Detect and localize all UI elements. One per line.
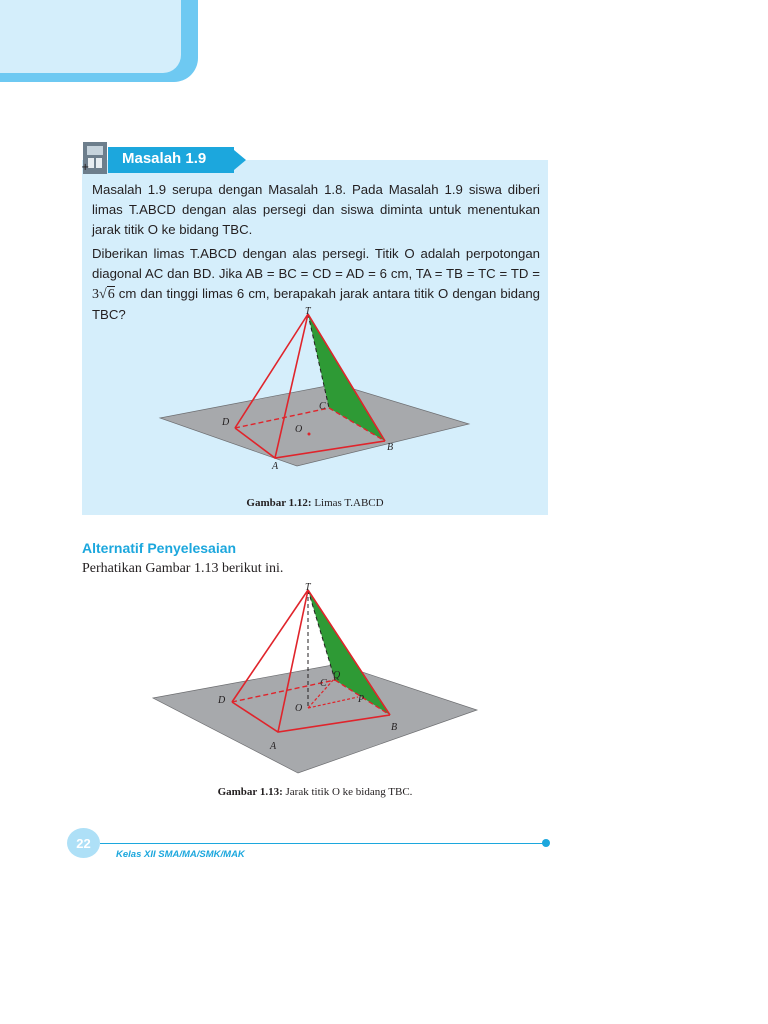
label-D: D: [222, 417, 230, 428]
base-plane-2: [153, 664, 477, 773]
label-A: A: [272, 461, 279, 472]
mascot-icon: [80, 140, 110, 176]
pyramid-figure-1: [155, 306, 475, 490]
label-T: T: [305, 306, 311, 317]
problem-paragraph-2-start: Diberikan limas T.ABCD dengan alas persegi. Titik O adalah perpotongan diagonal AC dan BD. Jika AB = BC = CD = AD = 6 cm, TA = TB = TC = TD =: [92, 246, 540, 281]
base-plane: [160, 384, 469, 466]
problem-paragraph-2-end: cm dan tinggi limas 6 cm, berapakah jarak antara titik O dengan bidang TBC?: [92, 286, 540, 322]
label-T-2: T: [305, 582, 311, 593]
svg-text:+: +: [81, 162, 90, 173]
caption-2-bold: Gambar 1.13:: [217, 786, 283, 798]
caption-2-text: Jarak titik O ke bidang TBC.: [285, 786, 413, 798]
corner-tab-inner: [0, 0, 181, 73]
label-O-2: O: [295, 703, 303, 714]
figure-2-caption: [82, 786, 548, 798]
footer-rule: [100, 843, 546, 844]
page-number: 22: [76, 836, 91, 851]
label-Q-2: Q: [333, 670, 341, 681]
solution-body: Perhatikan Gambar 1.13 berikut ini.: [82, 561, 284, 576]
solution-title: Alternatif Penyelesaian: [82, 540, 237, 556]
sqrt-coefficient: 3: [92, 287, 99, 302]
label-C-2: C: [320, 678, 327, 689]
pyramid-figure-2: [150, 580, 480, 778]
label-A-2: A: [270, 741, 277, 752]
book-title: Kelas XII SMA/MA/SMK/MAK: [116, 849, 245, 860]
label-P-2: P: [358, 694, 365, 705]
label-C: C: [319, 401, 326, 412]
sqrt-expression: 3√6: [92, 287, 115, 302]
label-B-2: B: [391, 722, 398, 733]
problem-tag-label: Masalah 1.9: [122, 150, 207, 167]
problem-paragraph-1: Masalah 1.9 serupa dengan Masalah 1.8. Pada Masalah 1.9 siswa diberi limas T.ABCD dengan alas persegi dan siswa diminta untuk menentukan jarak titik O ke bidang TBC.: [92, 182, 540, 237]
label-D-2: D: [218, 695, 226, 706]
figure-1-caption: [82, 497, 548, 509]
footer-rule-dot: [542, 839, 550, 847]
caption-1-bold: Gambar 1.12:: [246, 497, 312, 509]
label-O: O: [295, 424, 303, 435]
caption-1-text: Limas T.ABCD: [314, 497, 384, 509]
sqrt-radicand: 6: [107, 287, 115, 302]
label-B: B: [387, 442, 394, 453]
